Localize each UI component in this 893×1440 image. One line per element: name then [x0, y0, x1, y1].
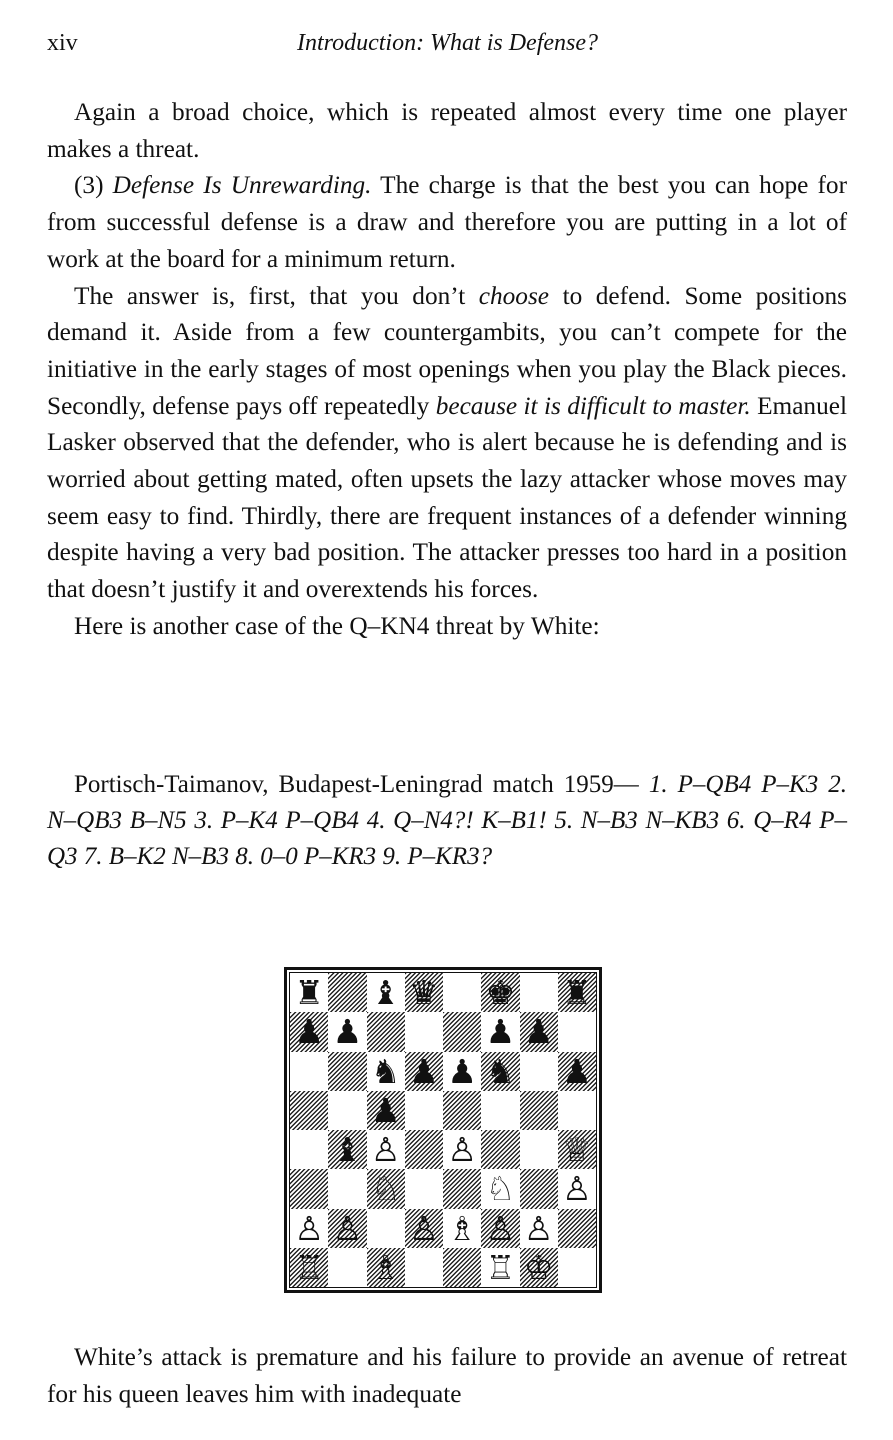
chess-piece-icon: ♙: [332, 1208, 363, 1248]
chess-piece-icon: ♜: [294, 973, 324, 1013]
chess-piece-icon: ♝: [370, 973, 401, 1013]
chess-piece-icon: ♙: [409, 1208, 439, 1248]
chess-piece-icon: ♝: [332, 1130, 363, 1170]
board-square: [367, 1248, 405, 1287]
chess-piece-icon: ♘: [370, 1169, 401, 1209]
board-square: [558, 1130, 596, 1169]
board-square: [405, 1052, 443, 1091]
board-square: [481, 1209, 519, 1248]
board-square: [520, 1052, 558, 1091]
board-square: [558, 1209, 596, 1248]
board-square: [520, 973, 558, 1012]
board-square: [558, 1012, 596, 1051]
board-square: [520, 1091, 558, 1130]
chess-piece-icon: ♚: [485, 973, 516, 1013]
paragraph-5: White’s attack is premature and his failure to provide an avenue of retreat for his queen leaves him with inadequate: [47, 1343, 847, 1408]
board-square: [405, 1130, 443, 1169]
board-square: [367, 973, 405, 1012]
chess-piece-icon: ♛: [409, 973, 439, 1013]
body-text: [47, 94, 847, 645]
emphasis: choose: [478, 281, 550, 310]
chess-piece-icon: ♙: [447, 1130, 477, 1170]
board-square: [405, 1012, 443, 1051]
board-square: [405, 1091, 443, 1130]
board-square: [328, 1209, 366, 1248]
board-square: [290, 1091, 328, 1130]
paragraph-3: [47, 278, 847, 608]
board-square: [558, 1248, 596, 1287]
board-square: [328, 1052, 366, 1091]
board-square: [405, 1248, 443, 1287]
chess-piece-icon: ♟: [562, 1051, 592, 1091]
paragraph-4: Here is another case of the Q–KN4 threat by White:: [74, 611, 600, 640]
board-square: [367, 1012, 405, 1051]
board-square: [481, 1169, 519, 1208]
paragraph-2-text: The charge is that the best you can hope for from successful defense is a draw and therefore you are putting in a lot of work at the board for a minimum return.: [47, 171, 847, 273]
chess-piece-icon: ♞: [485, 1051, 516, 1091]
paragraph-3-text-c: Emanuel Lasker observed that the defender, who is alert because he is defending and is worried about getting mated, often upsets the lazy attacker whose moves may seem easy to find. Thirdly, there are frequent instances of a defender winning despite having a very bad position. The attacker presses too hard in a position that doesn’t justify it and overextends his forces.: [47, 391, 847, 604]
board-square: [328, 1091, 366, 1130]
paragraph-2: [47, 167, 847, 277]
board-square: [290, 1052, 328, 1091]
board-square: [520, 1248, 558, 1287]
emphasis: because it is difficult to master.: [435, 391, 751, 420]
board-square: [481, 1248, 519, 1287]
chess-diagram: [284, 967, 602, 1293]
board-square: [558, 1169, 596, 1208]
chess-board-grid: [289, 972, 597, 1288]
board-square: [290, 973, 328, 1012]
board-square: [328, 1130, 366, 1169]
chess-piece-icon: ♙: [294, 1208, 324, 1248]
board-square: [290, 1248, 328, 1287]
chess-piece-icon: ♘: [485, 1169, 516, 1209]
board-square: [443, 1169, 481, 1208]
board-square: [558, 1091, 596, 1130]
board-square: [481, 1012, 519, 1051]
chess-piece-icon: ♟: [370, 1090, 401, 1130]
board-square: [367, 1209, 405, 1248]
board-square: [405, 1209, 443, 1248]
board-square: [520, 1130, 558, 1169]
chess-piece-icon: ♟: [409, 1051, 439, 1091]
board-square: [367, 1052, 405, 1091]
chess-piece-icon: ♙: [485, 1208, 516, 1248]
page-number: xiv: [47, 30, 78, 56]
chess-piece-icon: ♜: [562, 973, 592, 1013]
chess-piece-icon: ♞: [370, 1051, 401, 1091]
board-square: [328, 973, 366, 1012]
chess-piece-icon: ♟: [523, 1012, 554, 1052]
chess-piece-icon: ♖: [294, 1247, 324, 1287]
board-square: [443, 1130, 481, 1169]
board-square: [290, 1130, 328, 1169]
board-square: [443, 1091, 481, 1130]
board-square: [481, 1052, 519, 1091]
paragraph-3-text-a: The answer is, first, that you don’t: [74, 281, 479, 310]
board-square: [290, 1012, 328, 1051]
board-square: [367, 1169, 405, 1208]
board-square: [481, 1091, 519, 1130]
board-square: [520, 1169, 558, 1208]
board-square: [328, 1169, 366, 1208]
chess-piece-icon: ♟: [294, 1012, 324, 1052]
paragraph-1: Again a broad choice, which is repeated almost every time one player makes a threat.: [47, 98, 847, 163]
board-square: [290, 1169, 328, 1208]
board-square: [558, 973, 596, 1012]
board-square: [443, 1012, 481, 1051]
board-square: [443, 1052, 481, 1091]
board-square: [558, 1052, 596, 1091]
chess-piece-icon: ♟: [447, 1051, 477, 1091]
chess-piece-icon: ♙: [523, 1208, 554, 1248]
board-square: [481, 1130, 519, 1169]
chess-piece-icon: ♟: [332, 1012, 363, 1052]
chess-piece-icon: ♖: [485, 1247, 516, 1287]
emphasis: Defense Is Unrewarding.: [112, 171, 372, 200]
body-text-continued: [47, 1339, 847, 1412]
board-square: [328, 1248, 366, 1287]
board-square: [520, 1209, 558, 1248]
chess-piece-icon: ♙: [370, 1130, 401, 1170]
game-moves: 1. P–QB4 P–K3 2. N–QB3 B–N5 3. P–K4 P–QB4 4. Q–N4?! K–B1! 5. N–B3 N–KB3 6. Q–R4 P–Q3 7. B–K2 N–B3 8. 0–0 P–KR3 9. P–KR3?: [47, 771, 848, 871]
paragraph-3-text-b: to defend. Some positions demand it. Aside from a few countergambits, you can’t compete for the initiative in the early stages of most openings when you play the Black pieces. Secondly, defense pays off repeatedly: [47, 281, 847, 420]
board-square: [290, 1209, 328, 1248]
board-square: [328, 1012, 366, 1051]
board-square: [443, 1248, 481, 1287]
list-number: (3): [74, 171, 113, 200]
board-square: [520, 1012, 558, 1051]
game-record: [47, 767, 847, 876]
board-square: [405, 973, 443, 1012]
board-square: [405, 1169, 443, 1208]
game-text: [47, 767, 847, 876]
board-square: [367, 1091, 405, 1130]
board-square: [481, 973, 519, 1012]
board-square: [443, 973, 481, 1012]
running-header: [47, 30, 848, 64]
chess-piece-icon: ♗: [370, 1247, 401, 1287]
game-heading: Portisch-Taimanov, Budapest-Leningrad match 1959—: [74, 771, 639, 798]
chess-piece-icon: ♙: [562, 1169, 592, 1209]
chess-piece-icon: ♔: [523, 1247, 554, 1287]
chess-piece-icon: ♕: [562, 1130, 592, 1170]
chess-piece-icon: ♟: [485, 1012, 516, 1052]
board-square: [367, 1130, 405, 1169]
running-title: Introduction: What is Defense?: [296, 30, 599, 56]
chess-piece-icon: ♗: [447, 1208, 477, 1248]
board-square: [443, 1209, 481, 1248]
